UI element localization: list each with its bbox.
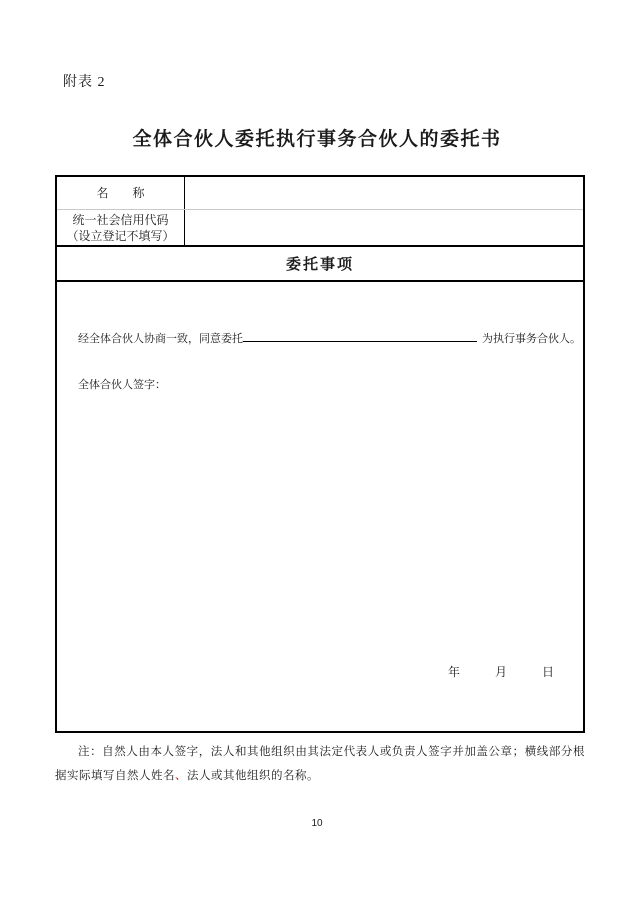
date-year-label: 年 — [448, 665, 461, 679]
date-line — [448, 663, 554, 680]
entrust-statement-prefix: 经全体合伙人协商一致，同意委托 — [78, 333, 243, 345]
credit-code-label-line2: （设立登记不填写） — [66, 228, 175, 243]
entrust-statement — [78, 329, 581, 346]
footnote-text-part2: 法人或其他组织的名称。 — [187, 770, 319, 782]
signature-label: 全体合伙人签字： — [78, 379, 166, 391]
credit-code-label-line1: 统一社会信用代码 — [72, 212, 169, 227]
section-header-title: 委托事项 — [285, 256, 354, 273]
section-header-row — [57, 247, 583, 282]
table-row-name — [57, 177, 583, 210]
page-title: 全体合伙人委托执行事务合伙人的委托书 — [132, 129, 502, 150]
fill-in-blank-line — [243, 329, 477, 342]
name-value-cell — [185, 177, 583, 209]
entrustment-body-cell — [57, 282, 583, 731]
table-row-credit-code — [57, 210, 583, 247]
red-enumeration-comma-mark: 、 — [175, 770, 187, 782]
name-label-cell: 名 称 — [57, 177, 185, 209]
entrust-statement-suffix: 为执行事务合伙人。 — [482, 333, 581, 345]
footnote-text-part1: 注：自然人由本人签字，法人和其他组织由其法定代表人或负责人签字并加盖公章；横线部分根据实际填写自然人姓名 — [55, 746, 585, 782]
page-number: 10 — [311, 818, 323, 829]
footnote — [55, 740, 585, 788]
date-month-label: 月 — [495, 665, 508, 679]
appendix-label: 附表 2 — [63, 75, 106, 90]
date-day-label: 日 — [542, 665, 555, 679]
form-table — [55, 175, 585, 733]
credit-code-value-cell — [185, 210, 583, 245]
credit-code-label-cell — [57, 210, 185, 245]
